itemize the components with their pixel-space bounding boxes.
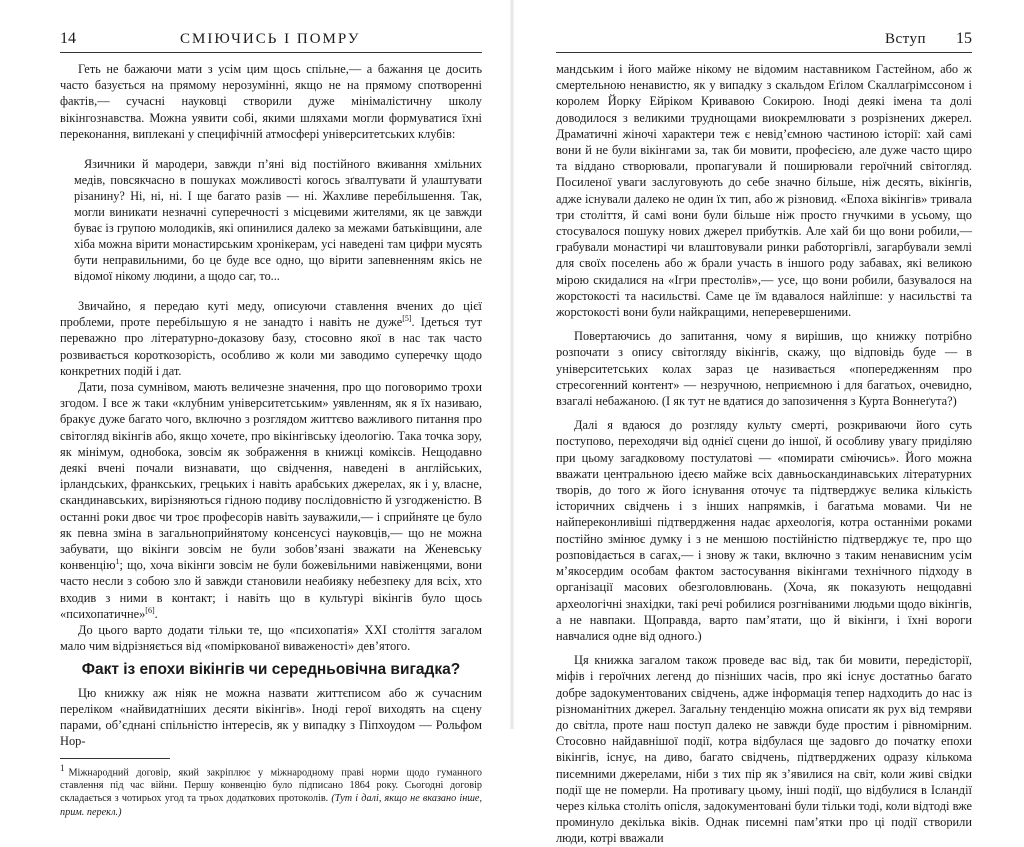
footnote-note: (Тут і далі, якщо не вказано інше, прим. перекл.)	[60, 793, 483, 818]
left-body-text	[60, 61, 482, 750]
paragraph: До цього варто додати тільки те, що «психопатія» XXI століття загалом мало чим відрізняється від «поміркованої виваженості» дев’ятого.	[60, 623, 482, 654]
page-number: 15	[956, 30, 972, 47]
page-number: 14	[60, 30, 76, 47]
paragraph: Ця книжка загалом також проведе вас від, так би мовити, передісторії, міфів і героїчних легенд до пізніших часів, про які існує достатньо багато добре задокументованих свідчень, адже інформація тепер надходить до нас із різноманітних джерел. Загальну тенденцію можна описати як рух від темряви до світла, проте наш поступ далеко не завжди буде простим і рівномірним. Стосовно найдавнішої події, котра відбулася ще задовго до початку епохи вікінгів, існує, на диво, багато свідчень, підтверджених одразу кількома писемними джерелами, ніби з тих пір як з’явилися на світ, коли живі свідки події ще не померли. На противагу цьому, інші події, що відбулися в Ісландії через кілька століть опісля, задокументовані були тільки тоді, коли відтоді вже проминуло декілька віків. Однак писемні пам’ятки про ці події створили люди, котрі вважали	[556, 653, 972, 846]
paragraph: Геть не бажаючи мати з усім цим щось спільне,— а бажання це досить часто базується на прямому нерозумінні, якщо не на прямому спотворенні фактів,— сучасні науковці створили дуже мінімалістичну школу вікінгознавства. Можна уявити собі, якими шляхами могли формуватися їхні переконання, виплекані у специфічній атмосфері університетських клубів:	[60, 62, 482, 141]
block-quote	[74, 156, 482, 284]
paragraph: мандським і його майже нікому не відомим наставником Гастейном, або ж смертельною ненавистю, як у випадку з скальдом Еґілом Скаллаґрімссоном і королем Йорку Ейріком Кривавою Сокирою. Іноді деякі імена та долі доводилося з великими труднощами виокремлювати з розрізнених джерел. Драматичні жіночі характери теж є невід’ємною частиною історії: хай самі вони й не були вікінгами за, так би мовити, професією, але дуже часто щиро та віддано створювали, пропагували й поширювали героїчний світогляд. Посиленої уваги заслуговують до себе значно більше, ніж десять, вікінгів, адже існували далеко не один їх тип, або ж різновид. «Епоха вікінгів» тривала три століття, й самі вони були більше ніж просто гнучкими в усьому, що стосувалося пошуку нових джерел прибутків. Але хай би що вони робили,— грабували монастирі чи влаштовували ринки работоргівлі, загарбували землі для своїх поселень або ж брали участь в іншого роду забавах, які великою мірою скидалися на «Ігри престолів»,— усе, що вони робили, базувалося на жорстокості та насильстві. Саме це їм вдавалося найліпше: у насильстві та жорстокості вони були найкращими, неперевершеними.	[556, 62, 972, 320]
paragraph-text: Звичайно, я передаю куті меду, описуючи ставлення вчених до цієї проблеми, проте перебільшую я не занадто і навіть не дуже	[60, 299, 482, 330]
footnote-text: Міжнародний договір, який закріплює у міжнародному праві норми щодо гуманного ставлення під час війни. Першу конвенцію було підписано 1864 року. Сьогодні договір складається з чотирьох угод та трьох додаткових протоколів.	[60, 766, 482, 805]
left-page-header	[60, 16, 482, 53]
paragraph: Повертаючись до запитання, чому я вирішив, що книжку потрібно розпочати з опису світогляду вікінгів, скажу, що відповідь буде — в університетських колах зараз це називається «попередженням про стресогенний контент» — незручною, неприємною і для багатьох, очевидно, взагалі небажаною. (І як тут не вдатися до запозичення з Курта Воннеґута?)	[556, 329, 972, 409]
reference-marker: [5]	[402, 314, 412, 324]
paragraph-text: .	[154, 606, 158, 621]
quote-text: Язичники й мародери, завжди п’яні від постійного вживання хмільних медів, повсякчасно в пошуках можливості когось зґвалтувати й улаштувати різанину? Ні, ні, ні. І ще багато разів — ні. Жахливе перебільшення. Так, могли виникати незначні суперечності з місцевими жителями, як це завжди буває із групою молодиків, які опинилися далеко за межами батьківщини, але хіба можна вірити монастирським хронікерам, усі наведені там цифри мусять бути неправильними, бо це буде все одно, що вірити запевненням якісь не відомої нікому людини, а щодо саг, то...	[74, 157, 482, 284]
footnote-marker: 1	[115, 557, 120, 567]
section-heading: Факт із епохи вікінгів чи середньовічна вигадка?	[81, 661, 461, 679]
paragraph	[60, 298, 482, 379]
right-page-header	[556, 16, 972, 53]
footnote-divider	[60, 758, 170, 759]
right-page	[512, 0, 1024, 846]
paragraph-text: ; що, хоча вікінги зовсім не були божевільними навіженцями, вони часто несли з собою зло й завжди становили неабияку небезпеку для всіх, хто входив з ними в контакт; і навіть що в культурі вікінгів було щось «психопатичне»	[60, 558, 482, 621]
paragraph-text: Дати, поза сумнівом, мають величезне значення, про що поговоримо трохи згодом. І все ж таки «клубним університетським» уявленням, як я їх називаю, бракує дуже багато чого, включно з розглядом життєво важливого питання про світогляд вікінгів або, якщо хочете, про вікінгівську ідеологію. Така точка зору, як мінімум, однобока, зовсім як зображення в книжці коміксів. Нещодавно деякі вчені почали визнавати, що свідчення, наведені в англійських, ірландських, франкських, грецьких і навіть арабських джерелах, як і у, власне, скандинавських, вирізняються гідною подиву послідовністю й узгодженістю. В останні роки двоє чи троє професорів навіть зауважили,— і сприйняте це було як певна зміна в загальноприйнятому консенсусі науковців,— що не можна забувати, що вікінги зовсім не були зобов’язані зважати на Женевську конвенцію	[60, 380, 482, 573]
reference-marker: [6]	[145, 605, 155, 615]
footnote	[60, 762, 482, 819]
left-page	[0, 0, 512, 818]
running-head: Вступ	[884, 31, 926, 47]
running-head: СМІЮЧИСЬ І ПОМРУ	[180, 31, 361, 47]
paragraph: Далі я вдаюся до розгляду культу смерті, розкриваючи його суть поступово, переходячи від однієї сцени до іншої, й особливу увагу приділяю при цьому загадковому постулатові — «помирати сміючись». Його можна вважати центральною ідеєю майже всіх давньоскандинавських літературних творів, до того ж його існування оточує та підтверджує велика кількість історичних свідчень і з інших напрямків, і багатьма мовами. Чи не найпереконливіші підтвердження надає археологія, котра останніми роками постійно змінює думку і з не меншою постійністю підтверджує те, про що розповідається в сагах,— і знову ж таки, включно з таким ненависним усім м’якосердим особам фактом застосування вікінгами технічного підходу в організації масових обезголовлювань. (Хоча, як показують нещодавні археологічні знахідки, такі речі робилися розгніваними людьми щодо вікінгів, а не навпаки. Щоправда, варто пам’ятати, що й вікінги, і їхні вороги навчалися одне від одного.)	[556, 418, 972, 643]
footnote-number: 1	[60, 762, 65, 773]
paragraph-text: . Ідеться тут переважно про літературно-доказову базу, стосовно якої в нас так часто розвивається короткозорість, особливо ж коли ми заводимо суперечку щодо конкретних подій і дат.	[60, 315, 482, 378]
paragraph	[60, 379, 482, 622]
paragraph: Цю книжку аж ніяк не можна назвати життєписом або ж сучасним переліком «найвидатніших десяти вікінгів». Іноді герої виходять на сцену парами, об’єднані спільністю інтересів, як у випадку з Піпхоудом — Рольфом Нор-	[60, 685, 482, 749]
